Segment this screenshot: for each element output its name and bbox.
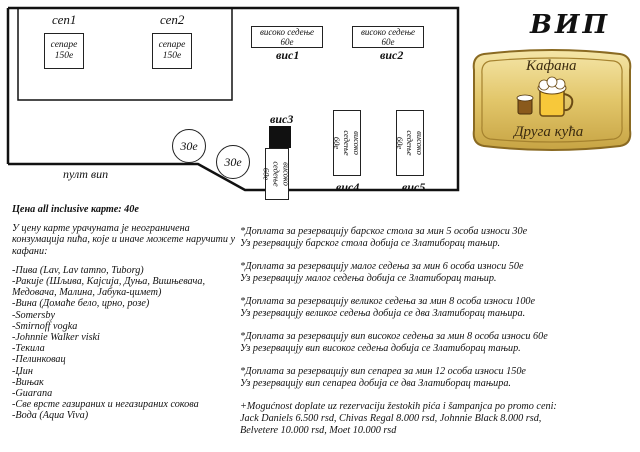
table-high-1[interactable]: високо седење 60е: [251, 26, 323, 48]
drink-item: -Johnnie Walker viski: [12, 332, 100, 344]
note-bonus-line: Уз резервацију великог седења добија се два Златиборац тањира.: [240, 308, 526, 320]
table-label-vis5: вис5: [402, 180, 426, 194]
table-high-3-text: високо седење 60е: [262, 161, 292, 187]
table-label-vis2: вис2: [380, 48, 404, 62]
table-high-4[interactable]: [333, 110, 361, 176]
note-bonus-line: Уз резервацију барског стола добија се Златиборац тањир.: [240, 238, 501, 250]
kafana-logo: [470, 48, 634, 152]
promo-line: +Mogućnost doplate uz rezervaciju žestokih pića i šampanjca po promo ceni:: [240, 400, 557, 412]
reservation-note: [240, 261, 635, 285]
drink-item: -Guarana: [12, 388, 53, 400]
table-high-5-text: високо седење 60е: [395, 130, 425, 156]
section-label-sep2: сеп2: [160, 12, 185, 27]
note-price-line: *Доплата за резервацију великог седења за мин 8 особа износи 100е: [240, 295, 536, 307]
note-price-line: *Доплата за резервацију вип сепареа за мин 12 особа износи 150е: [240, 365, 526, 377]
column-block: [269, 126, 291, 148]
note-bonus-line: Уз резервацију малог седења добија се Златиборац тањир.: [240, 273, 497, 285]
logo-bottom-text: Друга кућа: [514, 124, 584, 140]
table-separe-1[interactable]: сепаре 150е: [44, 33, 84, 69]
table-high-2[interactable]: високо седење 60е: [352, 26, 424, 48]
ticket-price: Цена all inclusive карте: 40е: [12, 204, 139, 215]
drink-item: -Пива (Lav, Lav tamno, Tuborg): [12, 264, 144, 276]
round-table-1[interactable]: 30е: [172, 129, 206, 163]
table-label-vis3: вис3: [270, 112, 294, 126]
reservation-note: [240, 296, 635, 320]
drink-item: -Пелинковац: [12, 354, 66, 366]
promo-line: Belvetere 10.000 rsd, Moet 10.000 rsd: [240, 424, 397, 436]
drink-item: -Somersby: [12, 309, 56, 321]
drinks-list: [12, 265, 237, 422]
table-high-4-text: високо седење 60е: [332, 130, 362, 156]
note-bonus-line: Уз резервацију вип високог седења добија се Златиборац тањир.: [240, 342, 521, 354]
promo-drinks-note: [240, 401, 635, 438]
note-price-line: *Доплата за резервацију вип високог седења за мин 8 особа износи 60е: [240, 330, 548, 342]
drink-item: -Вина (Домаће бело, црно, розе): [12, 298, 150, 310]
floor-plan: [0, 0, 470, 200]
table-label-vis1: вис1: [276, 48, 300, 62]
promo-line: Jack Daniels 6.500 rsd, Chivas Regal 8.000 rsd, Johnnie Black 8.000 rsd,: [240, 412, 542, 424]
reservation-notes: [240, 226, 635, 437]
page-title: ВИП: [529, 10, 611, 40]
reservation-note: [240, 226, 635, 250]
table-high-5[interactable]: [396, 110, 424, 176]
drink-item: -Џин: [12, 365, 33, 377]
section-label-sep1: сеп1: [52, 12, 77, 27]
round-table-2[interactable]: 30е: [216, 145, 250, 179]
note-price-line: *Доплата за резервацију малог седења за мин 6 особа износи 50е: [240, 260, 524, 272]
table-separe-2[interactable]: сепаре 150е: [152, 33, 192, 69]
reservation-note: [240, 366, 635, 390]
drink-item: -Вода (Aqua Viva): [12, 410, 89, 422]
note-price-line: *Доплата за резервацију барског стола за мин 5 особа износи 30е: [240, 226, 528, 237]
table-label-vis4: вис4: [336, 180, 360, 194]
bar-label: пулт вип: [63, 167, 109, 181]
ticket-intro: У цену карте урачуната је неограничена конзумација пића, које и иначе можете наручити у кафани:: [12, 223, 236, 257]
table-high-3[interactable]: [262, 148, 292, 200]
drink-item: -Све врсте газираних и негазираних сокова: [12, 399, 199, 411]
logo-top-text: Кафана: [526, 58, 577, 74]
drink-item: -Smirnoff vogka: [12, 320, 78, 332]
drink-item: -Текила: [12, 343, 45, 355]
drink-item: -Вињак: [12, 376, 44, 388]
note-bonus-line: Уз резервацију вип сепареа добија се два Златиборац тањира.: [240, 377, 511, 389]
drink-item: -Ракије (Шљива, Кајсија, Дуња, Вишњевача, Медовача, Малина, Јабука-цимет): [12, 276, 206, 299]
reservation-note: [240, 331, 635, 355]
inclusive-ticket-info: [12, 204, 237, 422]
